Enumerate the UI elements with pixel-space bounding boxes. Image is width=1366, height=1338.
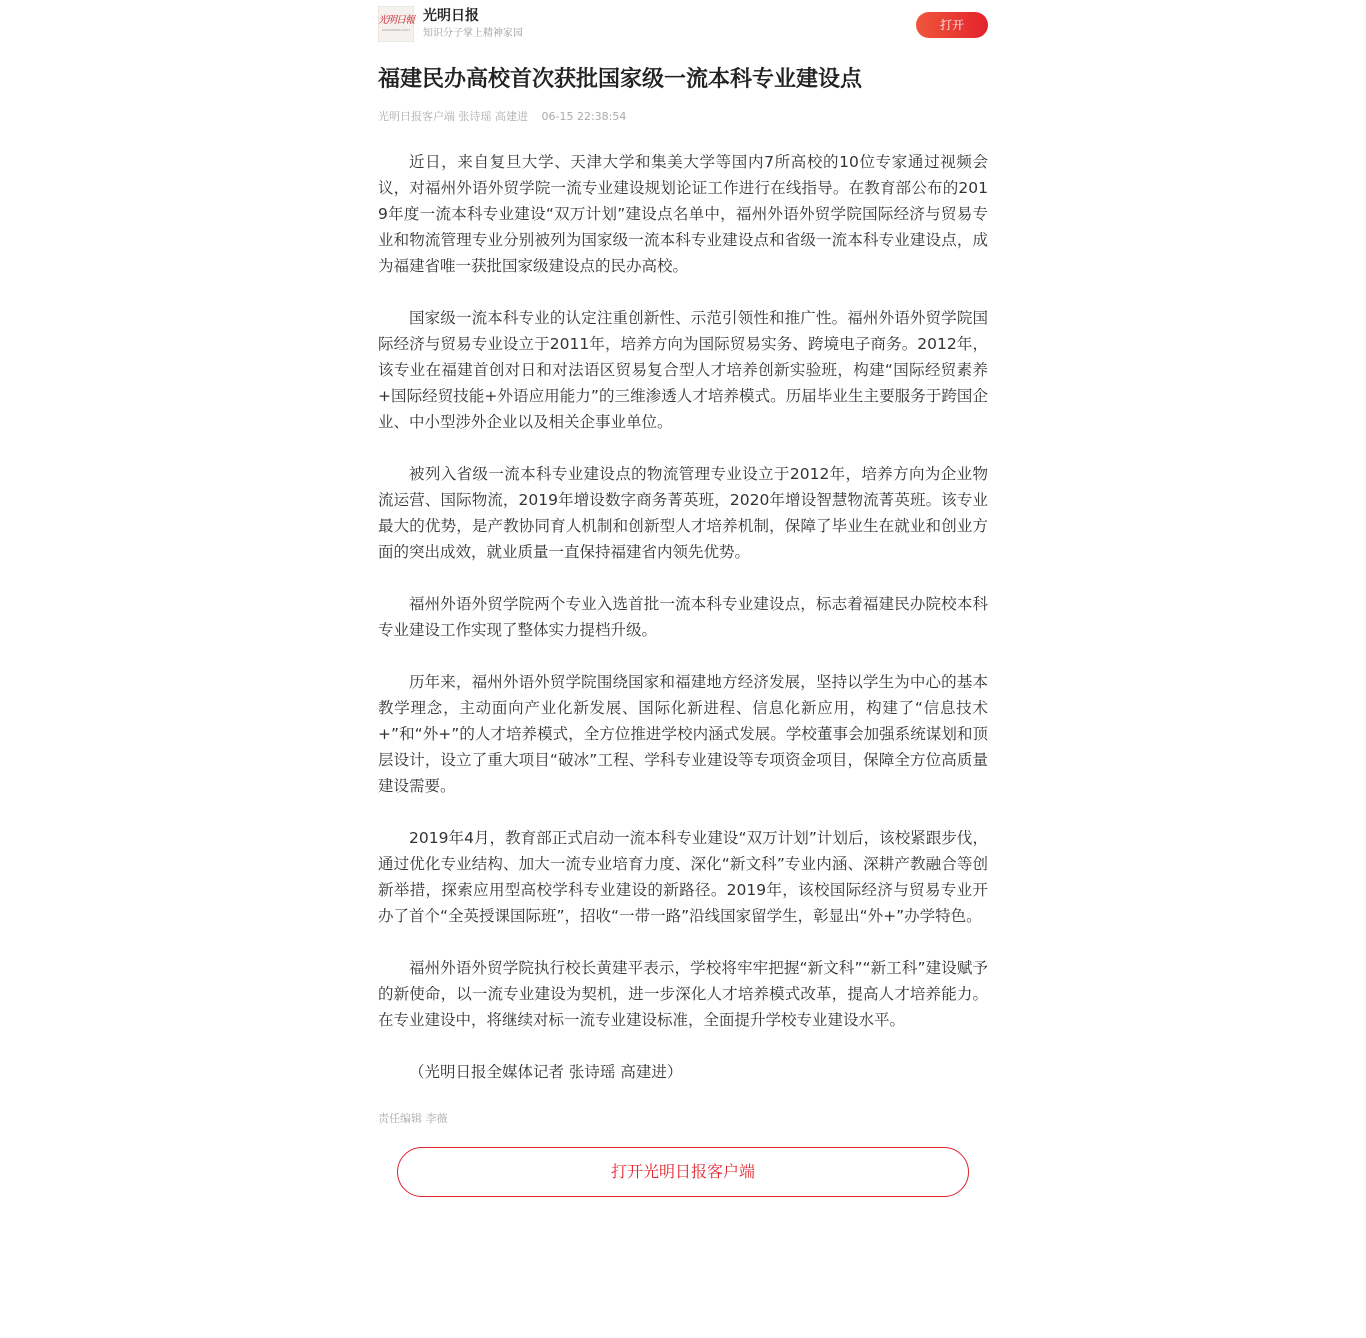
article-paragraph: 国家级一流本科专业的认定注重创新性、示范引领性和推广性。福州外语外贸学院国际经济与贸易专业设立于2011年，培养方向为国际贸易实务、跨境电子商务。2012年，该专业在福建首创对日和对法语区贸易复合型人才培养创新实验班，构建“国际经贸素养+国际经贸技能+外语应用能力”的三维渗透人才培养模式。历届毕业生主要服务于跨国企业、中小型涉外企业以及相关企事业单位。 xyxy=(378,309,988,431)
article-meta xyxy=(378,109,988,125)
article-paragraph: 2019年4月，教育部正式启动一流本科专业建设“双万计划”计划后，该校紧跟步伐，通过优化专业结构、加大一流专业培育力度、深化“新文科”专业内涵、深耕产教融合等创新举措，探索应用型高校学科专业建设的新路径。2019年，该校国际经济与贸易专业开办了首个“全英授课国际班”，招收“一带一路”沿线国家留学生，彰显出“外+”办学特色。 xyxy=(378,829,988,925)
app-slogan: 知识分子掌上精神家园 xyxy=(423,28,523,39)
article-page xyxy=(378,0,988,1197)
open-app-button[interactable]: 打开 xyxy=(916,12,988,38)
article-paragraph: 历年来，福州外语外贸学院围绕国家和福建地方经济发展，坚持以学生为中心的基本教学理念，主动面向产业化新发展、国际化新进程、信息化新应用，构建了“信息技术+”和“外+”的人才培养模式，全方位推进学校内涵式发展。学校董事会加强系统谋划和顶层设计，设立了重大项目“破冰”工程、学科专业建设等专项资金项目，保障全方位高质量建设需要。 xyxy=(378,673,988,795)
article-paragraph: 福州外语外贸学院两个专业入选首批一流本科专业建设点，标志着福建民办院校本科专业建设工作实现了整体实力提档升级。 xyxy=(378,595,988,639)
logo-subtext: GUANGMING DAILY xyxy=(381,28,411,32)
article-source: 光明日报客户端 张诗瑶 高建进 xyxy=(378,110,528,123)
article-paragraph: 被列入省级一流本科专业建设点的物流管理专业设立于2012年，培养方向为企业物流运营、国际物流，2019年增设数字商务菁英班，2020年增设智慧物流菁英班。该专业最大的优势，是产教协同育人机制和创新型人才培养机制，保障了毕业生在就业和创业方面的突出成效，就业质量一直保持福建省内领先优势。 xyxy=(378,465,988,561)
article-body xyxy=(378,149,988,1085)
article-byline: （光明日报全媒体记者 张诗瑶 高建进） xyxy=(409,1063,683,1081)
app-download-bar xyxy=(378,0,988,48)
app-name: 光明日报 xyxy=(423,8,479,24)
open-client-button[interactable]: 打开光明日报客户端 xyxy=(397,1147,969,1197)
app-logo xyxy=(378,6,414,42)
responsible-editor: 责任编辑 李薇 xyxy=(378,1112,448,1125)
article-title: 福建民办高校首次获批国家级一流本科专业建设点 xyxy=(378,67,863,92)
article-time: 06-15 22:38:54 xyxy=(541,110,627,123)
article-paragraph: 福州外语外贸学院执行校长黄建平表示，学校将牢牢把握“新文科”“新工科”建设赋予的新使命，以一流专业建设为契机，进一步深化人才培养模式改革，提高人才培养能力。在专业建设中，将继续对标一流专业建设标准，全面提升学校专业建设水平。 xyxy=(378,959,988,1029)
article-paragraph: 近日，来自复旦大学、天津大学和集美大学等国内7所高校的10位专家通过视频会议，对福州外语外贸学院一流专业建设规划论证工作进行在线指导。在教育部公布的2019年度一流本科专业建设“双万计划”建设点名单中，福州外语外贸学院国际经济与贸易专业和物流管理专业分别被列为国家级一流本科专业建设点和省级一流本科专业建设点，成为福建省唯一获批国家级建设点的民办高校。 xyxy=(378,153,988,275)
logo-mark: 光明日報 xyxy=(378,15,414,26)
